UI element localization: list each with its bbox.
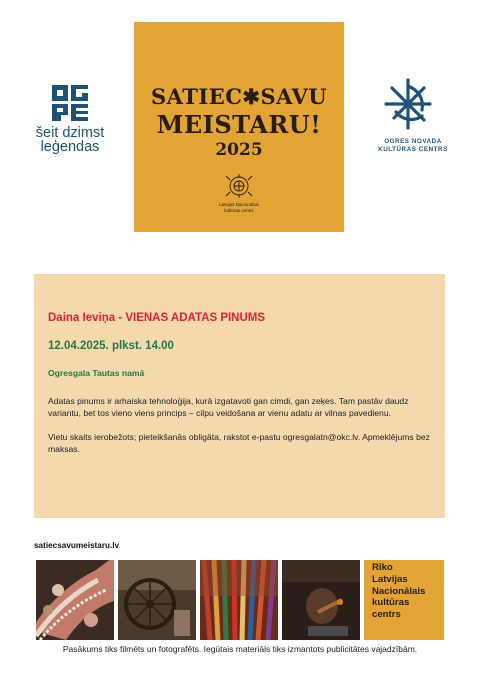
blacksmith-photo [282, 560, 360, 640]
event-registration: Vietu skaits ierobežots; pieteikšanās obligāta, rakstot e-pastu ogresgalatn@okc.lv. Apmeklējums bez maksas. [48, 432, 430, 454]
event-title: Daina Ieviņa - VIENAS ADATAS PINUMS [48, 312, 266, 324]
spinning-wheel-photo [118, 560, 196, 640]
lace-photo [36, 560, 114, 640]
organizer-line4: kultūras [372, 597, 410, 609]
event-date: 12.04.2025. plkst. 14.00 [48, 340, 174, 352]
poster-year: 2025 [215, 140, 263, 160]
ogre-logo [28, 84, 112, 154]
ogre-tagline-line1: šeit dzimst [35, 125, 105, 141]
event-info-panel [34, 274, 445, 518]
poster-title-line1: SATIEC✱SAVU [150, 84, 328, 109]
website-link[interactable]: satiecsavumeistaru.lv [34, 541, 120, 550]
okc-name-line2: KULTŪRAS CENTRS [378, 146, 448, 153]
woven-belts-photo [200, 560, 278, 640]
disclaimer: Pasākums tiks filmēts un fotografēts. Iegūtais materiāls tiks izmantots publicitātes vajadzībām. [62, 644, 418, 654]
event-description: Adatas pinums ir arhaiska tehnoloģija, kurā izgatavoti gan cimdi, gan zeķes. Tam pastāv daudz variantu, bet tos vieno viens princips – cilpu veidošana ar vienu adatu ar vilnas pavedienu. [48, 396, 409, 418]
lnkc-emblem-icon [224, 172, 254, 200]
organizer-line5: centrs [372, 609, 401, 621]
organizer-line1: Rīko [372, 562, 393, 573]
event-venue: Ogresgala Tautas namā [48, 368, 145, 378]
poster-title-line2: MEISTARU! [156, 110, 322, 139]
ogre-tagline-line2: leģendas [40, 139, 100, 155]
festival-poster [134, 22, 344, 232]
organizer-line2: Latvijas [372, 573, 408, 585]
poster-emblem-caption-2: kultūras centrs [224, 208, 254, 213]
okc-logo [372, 76, 452, 154]
organizer-line3: Nacionālais [372, 585, 426, 597]
ogre-mark-icon [50, 84, 90, 122]
okc-name-line1: OGRES NOVADA [384, 138, 442, 145]
poster-emblem-caption-1: Latvijas Nacionālais [219, 202, 259, 207]
organizer-box [364, 560, 444, 640]
organizer-text [372, 562, 442, 621]
compass-icon [378, 76, 438, 132]
